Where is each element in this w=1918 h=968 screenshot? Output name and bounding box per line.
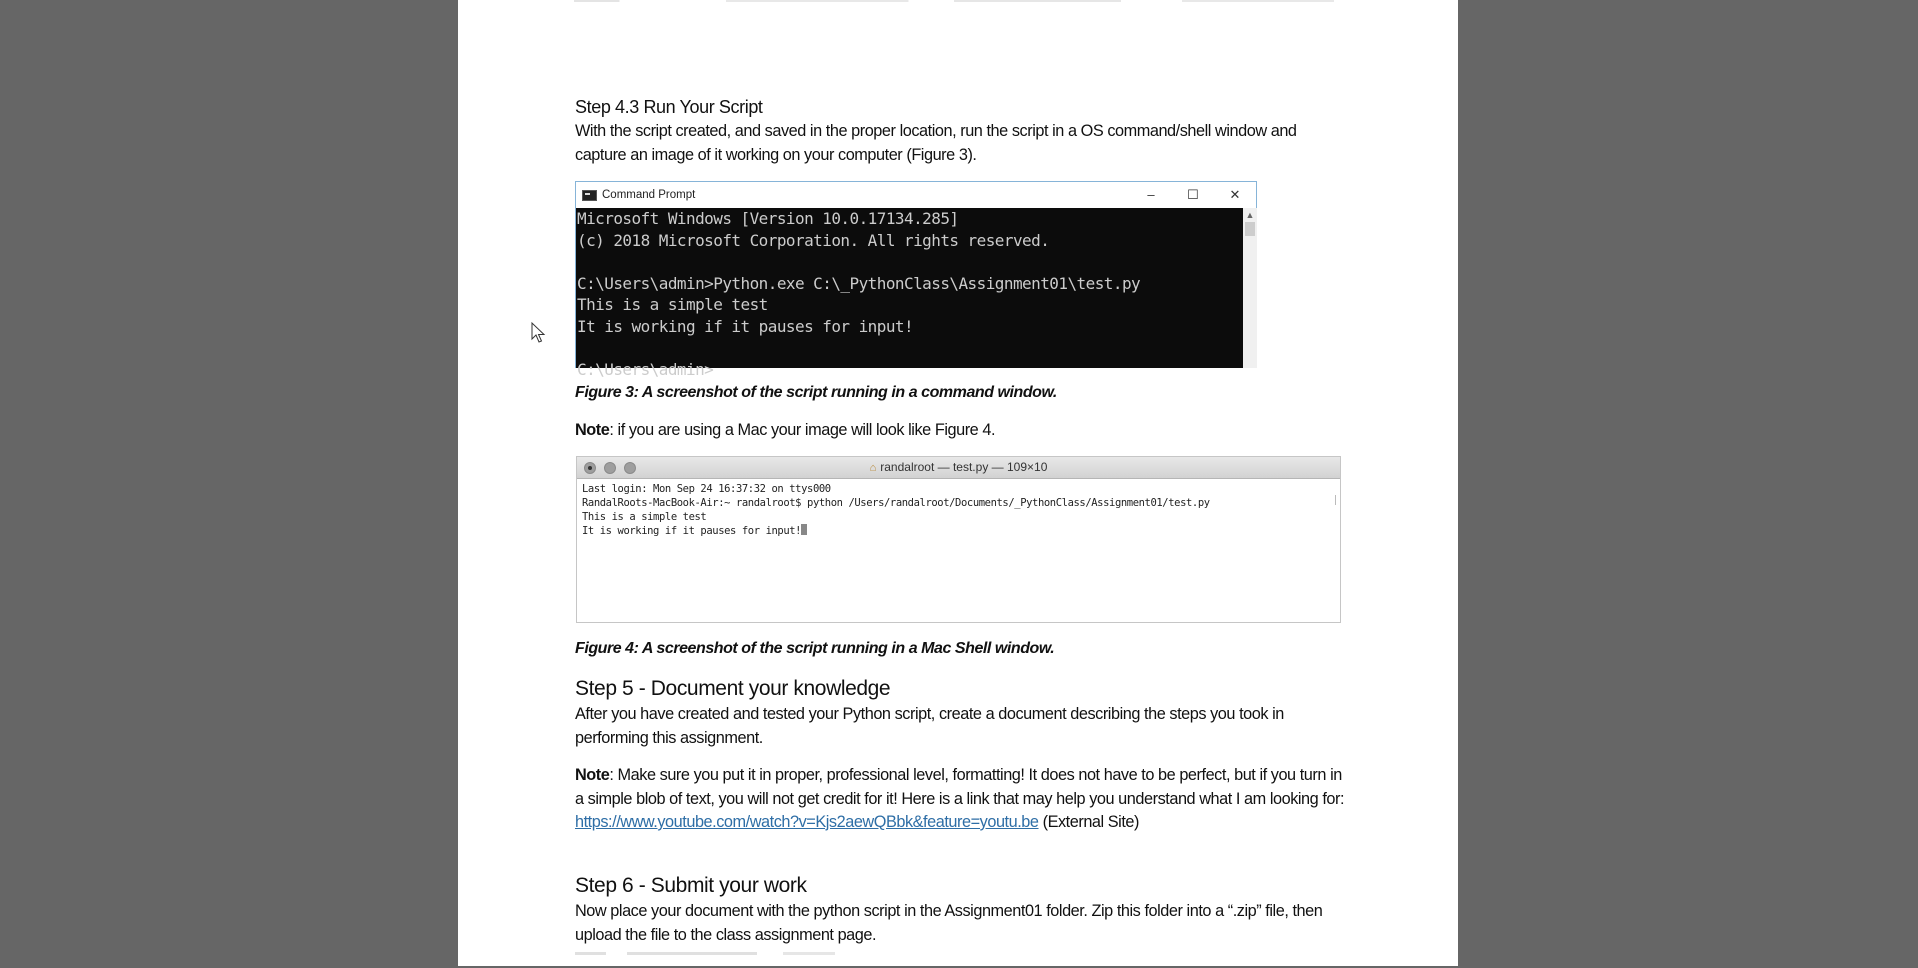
mac-zoom-button-icon — [624, 462, 636, 474]
scroll-up-arrow-icon: ▲ — [1245, 210, 1255, 220]
figure-4-mac-terminal-screenshot — [576, 456, 1341, 623]
terminal-line-with-cursor — [582, 524, 1335, 538]
mouse-pointer-icon — [531, 322, 547, 344]
mac-scroll-indicator — [1335, 495, 1336, 505]
note-label: Note — [575, 766, 610, 784]
scroll-thumb — [1245, 222, 1255, 236]
cmd-line: C:\Users\admin>Python.exe C:\_PythonClass\Assignment01\test.py — [577, 273, 1141, 293]
home-folder-icon: ⌂ — [869, 462, 877, 474]
step-6-heading: Step 6 - Submit your work — [575, 874, 807, 897]
cmd-line: Microsoft Windows [Version 10.0.17134.285] — [577, 209, 959, 228]
cmd-line — [576, 251, 1243, 273]
cut-off-text-bottom — [575, 952, 835, 955]
figure-4-caption: Figure 4: A screenshot of the script running in a Mac Shell window. — [575, 640, 1055, 657]
terminal-line: RandalRoots-MacBook-Air:~ randalroot$ python /Users/randalroot/Documents/_PythonClass/Assignment01/test.py — [582, 497, 1210, 509]
cmd-console-output — [576, 208, 1243, 379]
mac-minimize-button-icon — [604, 462, 616, 474]
step-5-paragraph: After you have created and tested your Python script, create a document describing the steps you took in performing this assignment. — [575, 705, 1284, 747]
cmd-scrollbar — [1243, 208, 1257, 368]
cmd-window-title: Command Prompt — [602, 189, 696, 201]
mac-title-bar — [577, 457, 1340, 479]
external-site-label: (External Site) — [1038, 813, 1140, 831]
note-label: Note — [575, 421, 610, 439]
cmd-title-bar — [576, 182, 1256, 208]
close-icon: ✕ — [1229, 187, 1241, 202]
minimize-icon: – — [1147, 187, 1155, 202]
step-4-3-paragraph: With the script created, and saved in the proper location, run the script in a OS command/shell window and capture an image of it working on your computer (Figure 3). — [575, 122, 1297, 164]
cmd-line — [576, 337, 1243, 359]
step-4-3-heading: Step 4.3 Run Your Script — [575, 97, 763, 117]
figure-3-caption: Figure 3: A screenshot of the script running in a command window. — [575, 384, 1057, 401]
youtube-link[interactable]: https://www.youtube.com/watch?v=Kjs2aewQBbk&feature=youtu.be — [575, 813, 1039, 831]
step-6-paragraph: Now place your document with the python script in the Assignment01 folder. Zip this folder into a “.zip” file, then upload the file to the class assignment page. — [575, 902, 1323, 944]
note-text: : if you are using a Mac your image will look like Figure 4. — [609, 421, 996, 439]
cmd-line: It is working if it pauses for input! — [577, 316, 914, 336]
cmd-line: C:\Users\admin> — [577, 359, 714, 379]
mac-terminal-output — [577, 479, 1340, 541]
mac-window-title: randalroot — test.py — 109×10 — [880, 460, 1048, 474]
terminal-line: This is a simple test — [582, 511, 707, 523]
maximize-icon: ☐ — [1187, 187, 1199, 202]
document-page — [458, 0, 1458, 966]
step-5-note — [575, 764, 1345, 835]
mac-close-button-icon — [584, 462, 596, 474]
terminal-line: It is working if it pauses for input! — [582, 525, 802, 537]
cmd-line: (c) 2018 Microsoft Corporation. All rights reserved. — [577, 230, 1050, 250]
step-5-heading: Step 5 - Document your knowledge — [575, 677, 891, 700]
console-icon — [582, 190, 597, 201]
cmd-line: This is a simple test — [577, 295, 768, 314]
text-cursor-icon — [801, 524, 807, 535]
figure-3-command-prompt-screenshot — [575, 181, 1257, 379]
note-text: : Make sure you put it in proper, professional level, formatting! It does not have to be perfect, but if you turn in a simple blob of text, you will not get credit for it! Here is a link that may help you understand what I am looking for: — [575, 766, 1345, 808]
terminal-line: Last login: Mon Sep 24 16:37:32 on ttys000 — [582, 483, 831, 495]
mac-note — [575, 419, 1345, 443]
cut-off-text-top — [574, 0, 1334, 2]
